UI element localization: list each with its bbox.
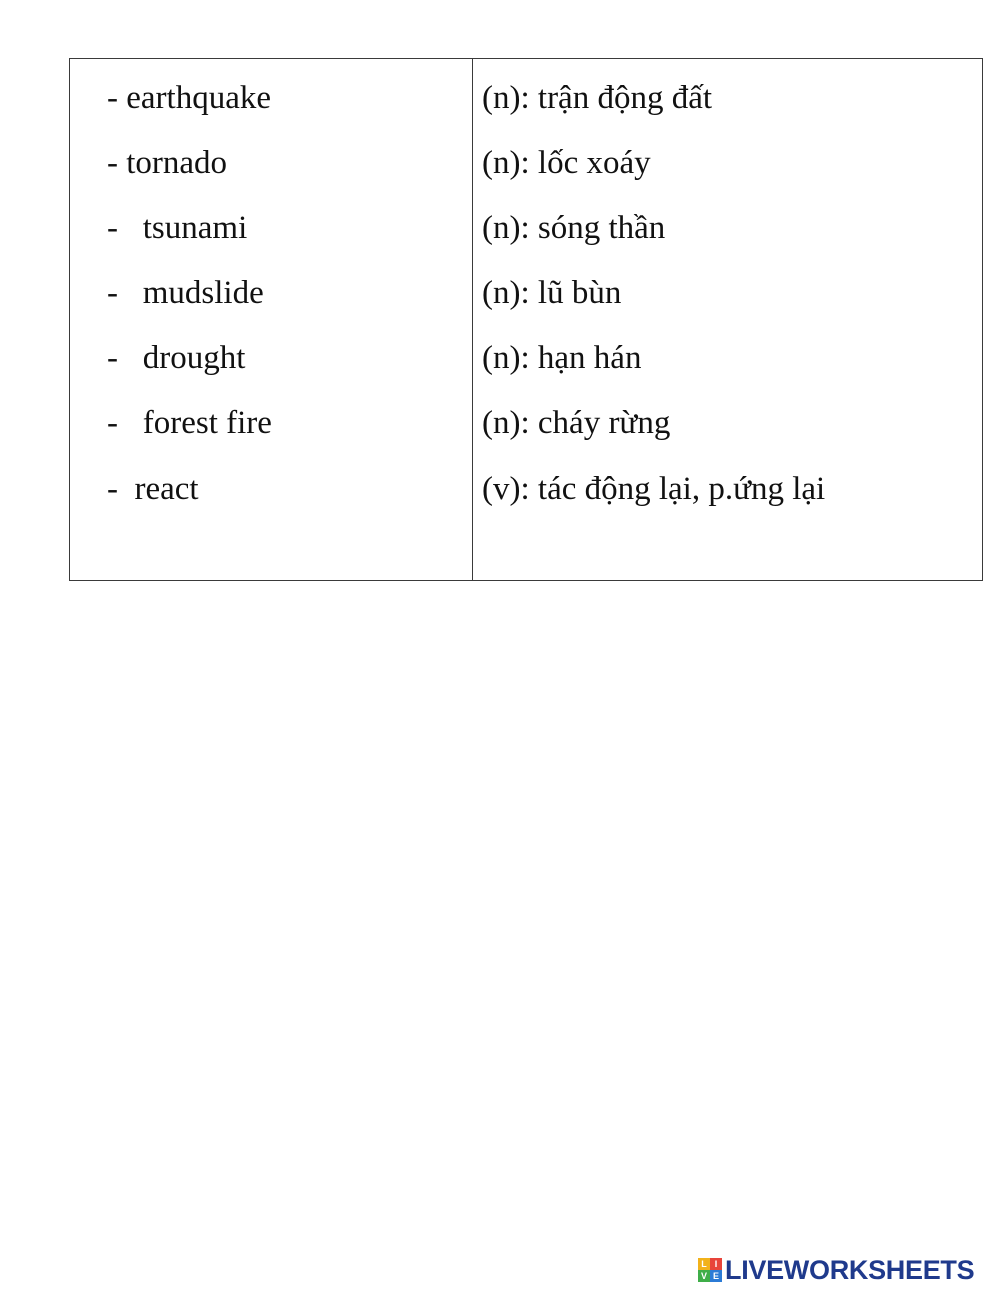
liveworksheets-watermark — [698, 1255, 974, 1285]
meaning-forest-fire: (n): cháy rừng — [482, 405, 671, 441]
term-tornado: - tornado — [107, 145, 228, 181]
terms-column-list — [69, 58, 473, 581]
meaning-mudslide: (n): lũ bùn — [482, 275, 622, 311]
vocabulary-table-body — [69, 58, 983, 581]
liveworksheets-logo-icon — [698, 1258, 722, 1282]
meaning-tsunami: (n): sóng thần — [482, 210, 666, 246]
meaning-earthquake: (n): trận động đất — [482, 80, 713, 116]
term-forest-fire: - forest fire — [107, 405, 272, 441]
logo-letter-i: I — [710, 1258, 722, 1270]
term-drought: - drought — [107, 340, 246, 376]
meaning-drought: (n): hạn hán — [482, 340, 642, 376]
meanings-column — [473, 58, 983, 581]
term-mudslide: - mudslide — [107, 275, 264, 311]
term-tsunami: - tsunami — [107, 210, 248, 246]
term-earthquake: - earthquake — [107, 80, 271, 116]
watermark-text: LIVEWORKSHEETS — [725, 1254, 975, 1285]
logo-letter-e: E — [710, 1270, 722, 1282]
logo-letter-v: V — [698, 1270, 710, 1282]
meaning-react: (v): tác động lại, p.ứng lại — [482, 471, 826, 507]
meaning-tornado: (n): lốc xoáy — [482, 145, 651, 181]
term-react: - react — [107, 471, 199, 507]
logo-letter-l: L — [698, 1258, 710, 1270]
